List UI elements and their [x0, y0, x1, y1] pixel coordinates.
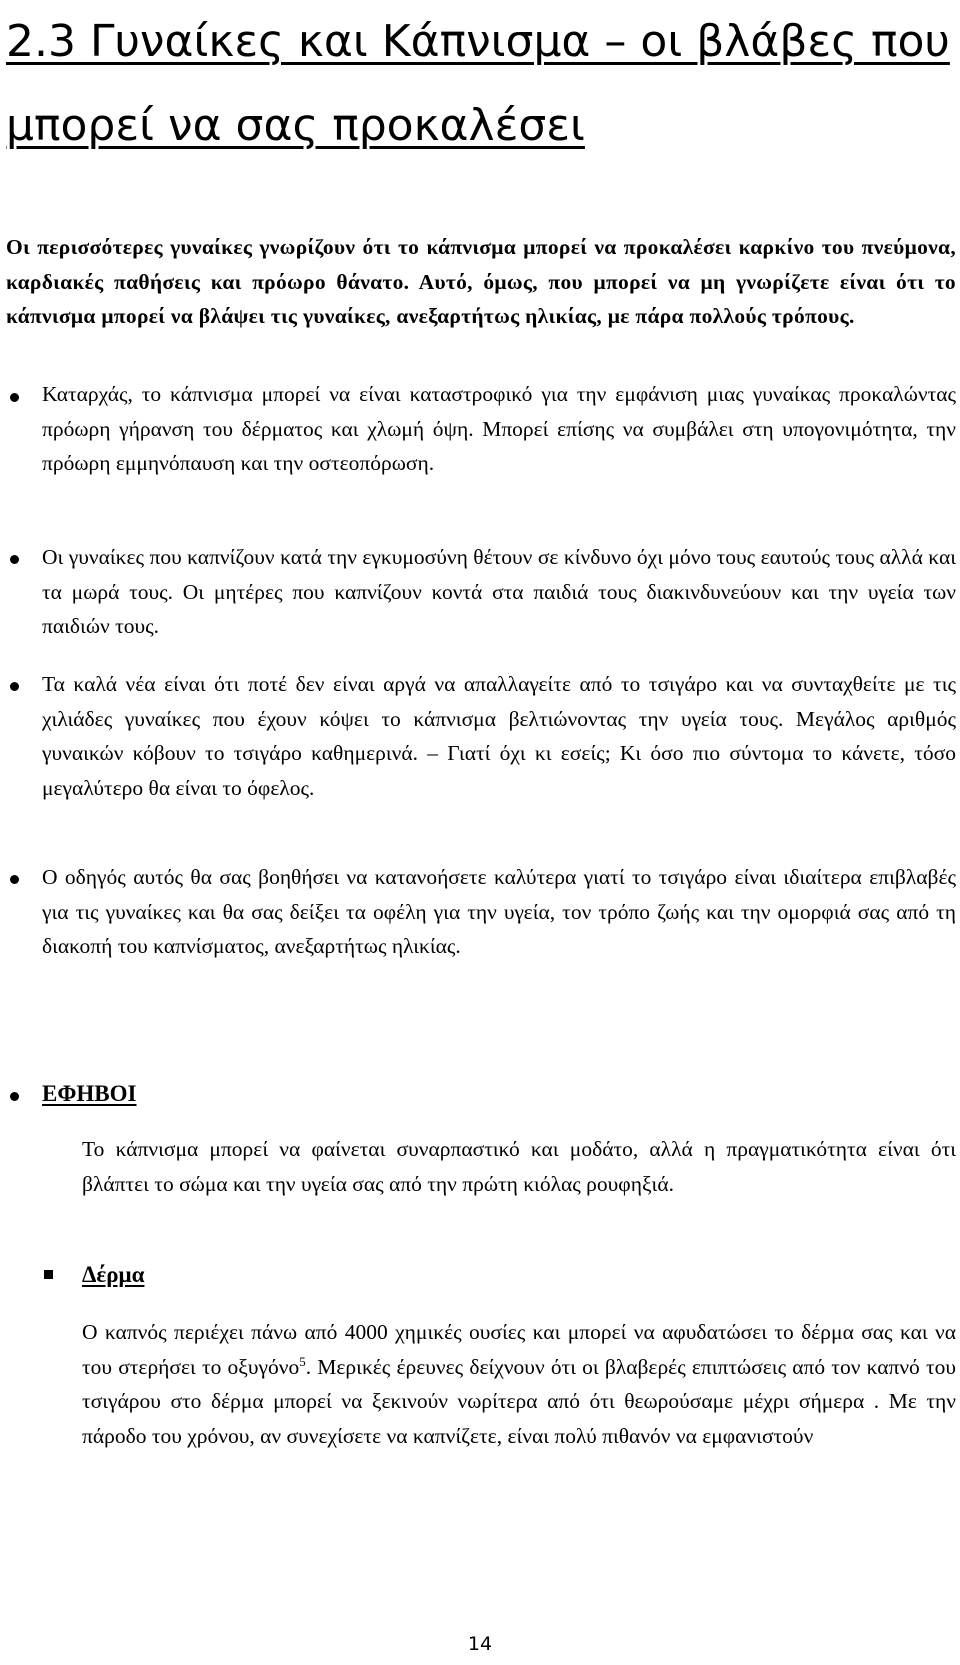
section-title-text: 2.3 Γυναίκες και Κάπνισμα – οι βλάβες που μπορεί να σας προκαλέσει [6, 16, 950, 151]
page-number: 14 [467, 1633, 493, 1655]
bullet-icon [10, 1092, 19, 1101]
teens-heading: ΕΦΗΒΟΙ [42, 1081, 137, 1106]
section-title [6, 0, 956, 168]
bullet-icon [10, 875, 19, 884]
bullet-paragraph-4: Ο οδηγός αυτός θα σας βοηθήσει να κατανοήσετε καλύτερα γιατί το τσιγάρο είναι ιδιαίτερα επιβλαβές για τις γυναίκες και θα σας δείξει τα οφέλη για την υγεία, τον τρόπο ζωής και την ομορφιά σας από τη διακοπή του καπνίσματος, ανεξαρτήτως ηλικίας. [42, 865, 956, 958]
footnote-reference: 5 [299, 1353, 306, 1369]
intro-paragraph: Οι περισσότερες γυναίκες γνωρίζουν ότι το κάπνισμα μπορεί να προκαλέσει καρκίνο του πνεύμονα, καρδιακές παθήσεις και πρόωρο θάνατο. Αυτό, όμως, που μπορεί να μη γνωρίζετε είναι ότι το κάπνισμα μπορεί να βλάψει τις γυναίκες, ανεξαρτήτως ηλικίας, με πάρα πολλούς τρόπους. [6, 235, 956, 328]
bullet-icon [10, 682, 19, 691]
teens-paragraph: Το κάπνισμα μπορεί να φαίνεται συναρπαστικό και μοδάτο, αλλά η πραγματικότητα είναι ότι βλάπτει το σώμα και την υγεία σας από την πρώτη κιόλας ρουφηξιά. [82, 1137, 956, 1196]
bullet-paragraph-2: Οι γυναίκες που καπνίζουν κατά την εγκυμοσύνη θέτουν σε κίνδυνο όχι μόνο τους εαυτούς τους αλλά και τα μωρά τους. Οι μητέρες που καπνίζουν κοντά στα παιδιά τους διακινδυνεύουν και την υγεία των παιδιών τους. [42, 545, 956, 638]
skin-text-end: . Μερικές έρευνες δείχνουν ότι οι βλαβερές επιπτώσεις από τον καπνό του τσιγάρου στο δέρμα μπορεί να ξεκινούν νωρίτερα από ότι θεωρούσαμε μέχρι σήμερα . Με την πάροδο του χρόνου, αν συνεχίσετε να καπνίζετε, είναι πολύ πιθανόν να εμφανιστούν [82, 1354, 957, 1448]
square-bullet-icon [44, 1270, 53, 1279]
bullet-icon [10, 393, 19, 402]
bullet-paragraph-1: Καταρχάς, το κάπνισμα μπορεί να είναι καταστροφικό για την εμφάνιση μιας γυναίκας προκαλώντας πρόωρη γήρανση του δέρματος και χλωμή όψη. Μπορεί επίσης να συμβάλει στη υπογονιμότητα, την πρόωρη εμμηνόπαυση και την οστεοπόρωση. [42, 382, 956, 475]
skin-heading: Δέρμα [82, 1262, 145, 1287]
bullet-paragraph-3: Τα καλά νέα είναι ότι ποτέ δεν είναι αργά να απαλλαγείτε από το τσιγάρο και να συνταχθείτε με τις χιλιάδες γυναίκες που έχουν κόψει το κάπνισμα βελτιώνοντας την υγεία τους. Μεγάλος αριθμός γυναικών κόβουν το τσιγάρο καθημερινά. – Γιατί όχι κι εσείς; Κι όσο πιο σύντομα το κάνετε, τόσο μεγαλύτερο θα είναι το όφελος. [42, 672, 956, 800]
skin-text-start: Ο καπνός περιέχει πάνω από 4000 χημικές ουσίες και μπορεί να αφυδατώσει το δέρμα σας και να του στερήσει το οξυγόνο [82, 1320, 956, 1379]
skin-paragraph [82, 1315, 956, 1453]
bullet-icon [10, 555, 19, 564]
